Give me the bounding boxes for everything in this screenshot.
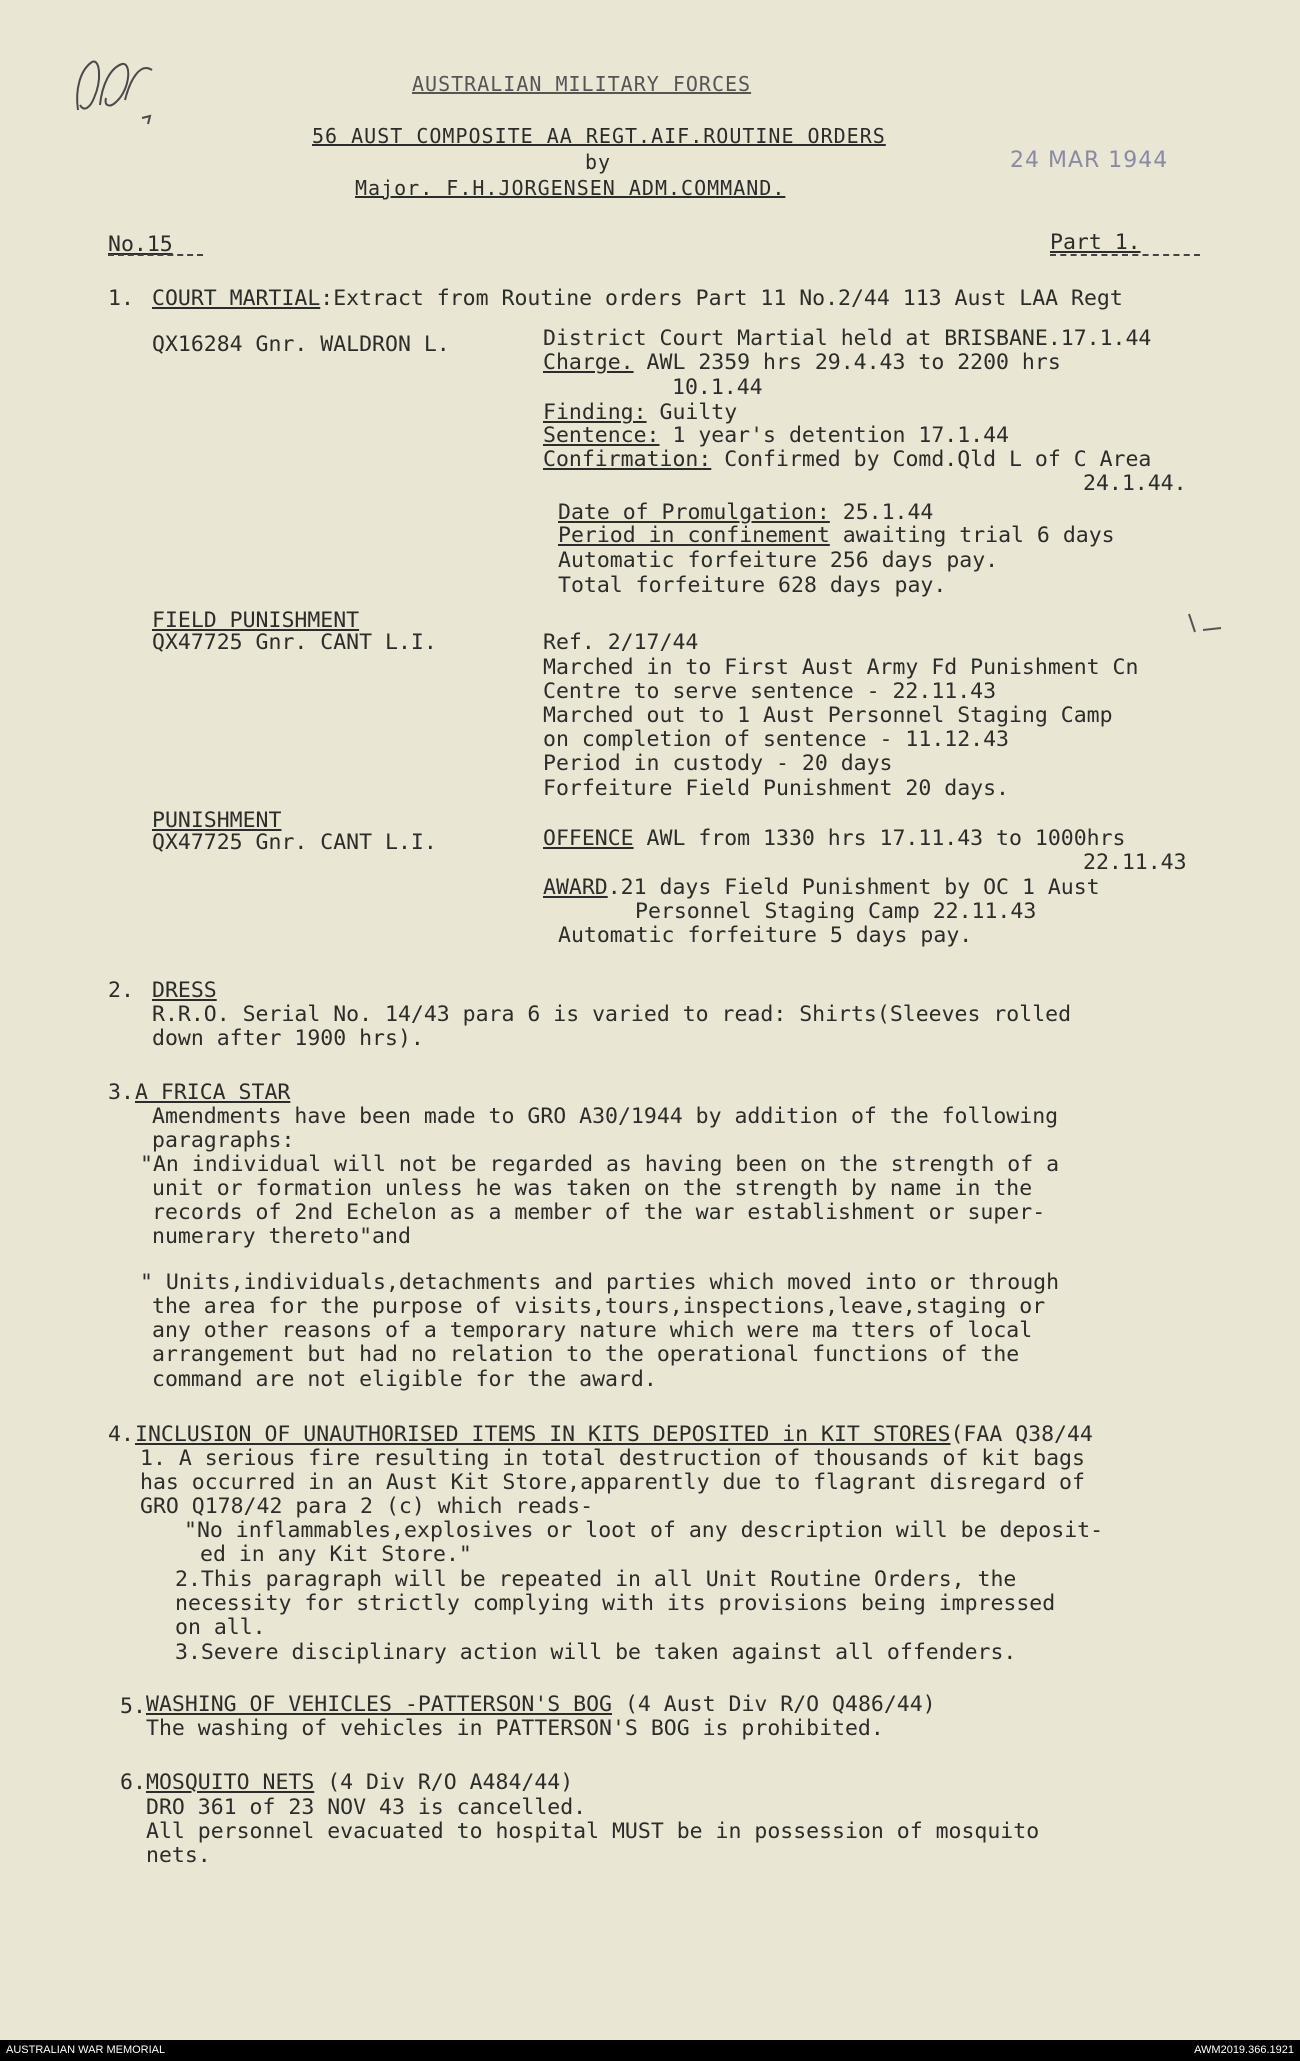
- header-line-4: Major. F.H.JORGENSEN ADM.COMMAND.: [355, 176, 786, 200]
- section-1-title: COURT MARTIAL: [152, 286, 321, 311]
- automatic-forfeiture-2: Automatic forfeiture 5 days pay.: [558, 923, 973, 948]
- finding-line: [543, 400, 737, 425]
- punishment-heading: PUNISHMENT: [152, 808, 282, 833]
- total-forfeiture: Total forfeiture 628 days pay.: [558, 573, 947, 598]
- section-6-line-3: nets.: [146, 1843, 211, 1868]
- section-6-ref: (4 Div R/O A484/44): [314, 1770, 574, 1795]
- order-number: No.15: [108, 232, 173, 257]
- confinement-label: Period in confinement: [558, 523, 830, 548]
- field-punishment-heading: FIELD PUNISHMENT: [152, 608, 360, 633]
- soldier-cant-2: QX47725 Gnr. CANT L.I.: [152, 830, 437, 855]
- field-punishment-line-2: Centre to serve sentence - 22.11.43: [543, 679, 997, 704]
- part-underline: [1050, 254, 1200, 256]
- court-martial-line: District Court Martial held at BRISBANE.17.1.44: [543, 326, 1152, 351]
- offence-continuation: 22.11.43: [1083, 850, 1187, 875]
- section-3-line-3: "An individual will not be regarded as having been on the strength of a: [140, 1152, 1060, 1177]
- section-2-line-1: R.R.O. Serial No. 14/43 para 6 is varied to read: Shirts(Sleeves rolled: [152, 1002, 1072, 1027]
- archive-footer: [0, 2040, 1300, 2061]
- award-text: .21 days Field Punishment by OC 1 Aust: [607, 875, 1100, 900]
- soldier-cant-1: QX47725 Gnr. CANT L.I.: [152, 630, 437, 655]
- section-4-line-1: 1. A serious fire resulting in total destruction of thousands of kit bags: [140, 1446, 1085, 1471]
- award-line: [543, 875, 1100, 900]
- section-4-number: 4.: [108, 1422, 134, 1447]
- offence-text: AWL from 1330 hrs 17.11.43 to 1000hrs: [633, 826, 1126, 851]
- section-1-number: 1.: [108, 286, 134, 311]
- handwritten-tick: [140, 108, 160, 128]
- confirmation-continuation: 24.1.44.: [1083, 471, 1187, 496]
- section-6-heading: [146, 1770, 573, 1795]
- confinement-line: [558, 523, 1115, 548]
- date-stamp: 24 MAR 1944: [1010, 148, 1169, 173]
- award-continuation: Personnel Staging Camp 22.11.43: [635, 899, 1037, 924]
- section-2-title: DRESS: [152, 978, 217, 1003]
- field-punishment-line-3: Marched out to 1 Aust Personnel Staging Camp: [543, 703, 1113, 728]
- section-4-line-9: 3.Severe disciplinary action will be taken against all offenders.: [175, 1640, 1017, 1665]
- promulgation-label: Date of Promulgation:: [558, 500, 830, 525]
- section-5-title: WASHING OF VEHICLES -PATTERSON'S BOG: [146, 1692, 612, 1717]
- sentence-line: [543, 423, 1009, 448]
- section-1-intro: :Extract from Routine orders Part 11 No.2/44 113 Aust LAA Regt: [320, 286, 1123, 311]
- confirmation-line: [543, 447, 1151, 472]
- section-4-line-5: ed in any Kit Store.": [200, 1542, 472, 1567]
- section-3-line-6: numerary thereto"and: [152, 1224, 411, 1249]
- section-4-line-3: GRO Q178/42 para 2 (c) which reads-: [140, 1494, 594, 1519]
- section-3-line-2: paragraphs:: [152, 1128, 295, 1153]
- pencil-mark: [1185, 612, 1225, 642]
- section-4-line-6: 2.This paragraph will be repeated in all Unit Routine Orders, the: [175, 1567, 1017, 1592]
- soldier-waldron: QX16284 Gnr. WALDRON L.: [152, 332, 450, 357]
- section-3-line-7: " Units,individuals,detachments and parties which moved into or through: [140, 1270, 1060, 1295]
- offence-label: OFFENCE: [543, 826, 634, 851]
- section-1-heading: [152, 286, 1123, 311]
- section-6-number: 6.: [120, 1770, 146, 1795]
- section-4-heading: [135, 1422, 1093, 1447]
- number-underline: [108, 254, 203, 256]
- sentence-text: 1 year's detention 17.1.44: [659, 423, 1009, 448]
- section-3-line-10: arrangement but had no relation to the operational functions of the: [152, 1342, 1020, 1367]
- charge-line: [543, 350, 1061, 375]
- header-line-1: AUSTRALIAN MILITARY FORCES: [412, 72, 752, 96]
- section-4-line-4: "No inflammables,explosives or loot of any description will be deposit-: [184, 1518, 1104, 1543]
- finding-label: Finding:: [543, 400, 647, 425]
- field-punishment-ref: Ref. 2/17/44: [543, 630, 699, 655]
- automatic-forfeiture-1: Automatic forfeiture 256 days pay.: [558, 548, 999, 573]
- field-punishment-line-4: on completion of sentence - 11.12.43: [543, 727, 1009, 752]
- section-3-line-9: any other reasons of a temporary nature which were ma tters of local: [152, 1318, 1033, 1343]
- confirmation-label: Confirmation:: [543, 447, 712, 472]
- charge-text: AWL 2359 hrs 29.4.43 to 2200 hrs: [633, 350, 1061, 375]
- finding-text: Guilty: [646, 400, 738, 425]
- section-4-line-2: has occurred in an Aust Kit Store,apparently due to flagrant disregard of: [140, 1470, 1085, 1495]
- sentence-label: Sentence:: [543, 423, 660, 448]
- section-4-title: INCLUSION OF UNAUTHORISED ITEMS IN KITS DEPOSITED in KIT STORES: [135, 1422, 951, 1447]
- section-4-ref: (FAA Q38/44: [950, 1422, 1093, 1447]
- confinement-text: awaiting trial 6 days: [829, 523, 1115, 548]
- offence-line: [543, 826, 1126, 851]
- section-2-line-2: down after 1900 hrs).: [152, 1026, 424, 1051]
- section-4-line-8: on all.: [175, 1615, 266, 1640]
- footer-left: AUSTRALIAN WAR MEMORIAL: [6, 2044, 166, 2056]
- field-punishment-line-6: Forfeiture Field Punishment 20 days.: [543, 776, 1009, 801]
- promulgation-line: [558, 500, 933, 525]
- section-3-number: 3.: [108, 1080, 134, 1105]
- confirmation-text: Confirmed by Comd.Qld L of C Area: [711, 447, 1152, 472]
- section-3-line-4: unit or formation unless he was taken on the strength by name in the: [152, 1176, 1033, 1201]
- field-punishment-line-5: Period in custody - 20 days: [543, 751, 893, 776]
- section-3-title: A FRICA STAR: [135, 1080, 291, 1105]
- promulgation-text: 25.1.44: [829, 500, 934, 525]
- section-6-title: MOSQUITO NETS: [146, 1770, 315, 1795]
- section-2-number: 2.: [108, 978, 134, 1003]
- footer-right: AWM2019.366.1921: [1194, 2044, 1294, 2056]
- section-3-line-8: the area for the purpose of visits,tours,inspections,leave,staging or: [152, 1294, 1046, 1319]
- part-label: Part 1.: [1050, 230, 1141, 255]
- section-6-line-1: DRO 361 of 23 NOV 43 is cancelled.: [146, 1795, 587, 1820]
- charge-label: Charge.: [543, 350, 634, 375]
- header-line-3: by: [585, 150, 612, 174]
- section-6-line-2: All personnel evacuated to hospital MUST be in possession of mosquito: [146, 1819, 1040, 1844]
- award-label: AWARD: [543, 875, 608, 900]
- section-3-line-11: command are not eligible for the award.: [152, 1367, 657, 1392]
- section-5-number: 5.: [120, 1694, 146, 1719]
- field-punishment-line-1: Marched in to First Aust Army Fd Punishment Cn: [543, 655, 1139, 680]
- section-5-heading: [146, 1692, 936, 1717]
- charge-continuation: 10.1.44: [672, 375, 763, 400]
- section-3-line-1: Amendments have been made to GRO A30/1944 by addition of the following: [152, 1104, 1059, 1129]
- section-5-line-1: The washing of vehicles in PATTERSON'S BOG is prohibited.: [146, 1716, 884, 1741]
- section-3-line-5: records of 2nd Echelon as a member of the war establishment or super-: [152, 1200, 1046, 1225]
- section-4-line-7: necessity for strictly complying with its provisions being impressed: [175, 1591, 1056, 1616]
- header-line-2: 56 AUST COMPOSITE AA REGT.AIF.ROUTINE ORDERS: [312, 124, 886, 148]
- section-5-ref: (4 Aust Div R/O Q486/44): [612, 1692, 936, 1717]
